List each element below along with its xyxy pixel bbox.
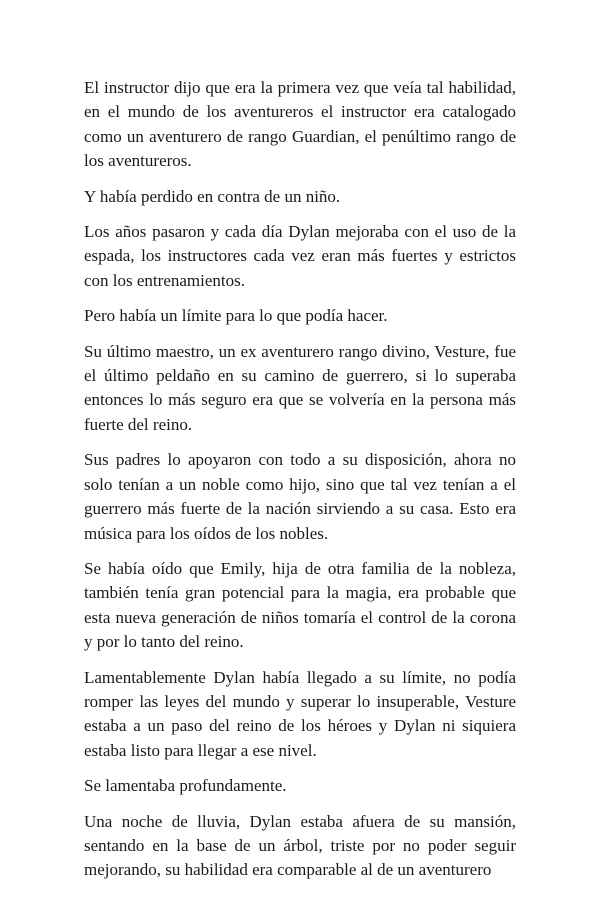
paragraph-1: El instructor dijo que era la primera vez que veía tal habilidad, en el mundo de los aventureros el instructor era catalogado como un aventurero de rango Guardian, el penúltimo rango de los aventureros. bbox=[84, 78, 516, 171]
paragraph-6: Sus padres lo apoyaron con todo a su disposición, ahora no solo tenían a un noble como hijo, sino que tal vez tenían a el guerrero más fuerte de la nación sirviendo a su casa. Esto era música para los oídos de los nobles. bbox=[84, 450, 516, 543]
paragraph-5: Su último maestro, un ex aventurero rango divino, Vesture, fue el último peldaño en su camino de guerrero, si lo superaba entonces lo más seguro era que se volvería en la persona más fuerte del reino. bbox=[84, 341, 516, 434]
paragraph-9: Se lamentaba profundamente. bbox=[84, 776, 287, 796]
paragraph-7: Se había oído que Emily, hija de otra familia de la nobleza, también tenía gran potencial para la magia, era probable que esta nueva generación de niños tomaría el control de la corona y por lo tanto del reino. bbox=[84, 558, 516, 652]
paragraph-3: Los años pasaron y cada día Dylan mejoraba con el uso de la espada, los instructores cada vez eran más fuertes y estrictos con los entrenamientos. bbox=[84, 222, 516, 290]
paragraph-8: Lamentablemente Dylan había llegado a su límite, no podía romper las leyes del mundo y superar lo insuperable, Vesture estaba a un paso del reino de los héroes y Dylan ni siquiera estaba listo para llegar a ese nivel. bbox=[84, 667, 516, 760]
paragraph-2: Y había perdido en contra de un niño. bbox=[84, 186, 341, 206]
paragraph-10: Una noche de lluvia, Dylan estaba afuera de su mansión, sentando en la base de un árbol, triste por no poder seguir mejorando, su habilidad era comparable al de un aventurero bbox=[84, 811, 516, 880]
paragraph-4: Pero había un límite para lo que podía hacer. bbox=[84, 306, 388, 326]
